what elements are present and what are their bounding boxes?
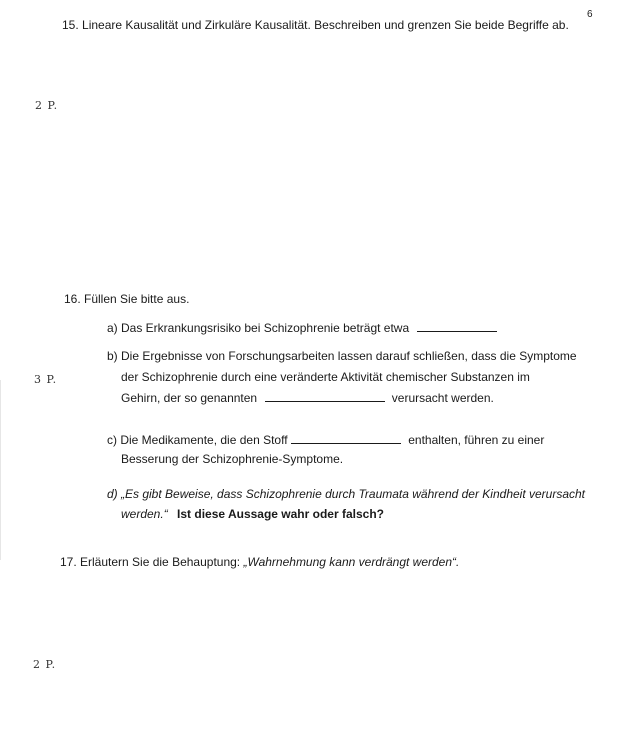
question-16c-line-1	[107, 432, 544, 447]
question-16d-line-1: d) „Es gibt Beweise, dass Schizophrenie durch Traumata während der Kindheit verursacht	[107, 487, 586, 501]
question-16c-post: enthalten, führen zu einer	[408, 433, 545, 447]
answer-blank-16b[interactable]	[265, 390, 385, 402]
question-16-points: 3 P.	[34, 373, 58, 386]
page-number: 6	[587, 9, 593, 20]
answer-blank-16a[interactable]	[417, 320, 497, 332]
question-15-points: 2 P.	[35, 99, 59, 112]
question-16a	[107, 320, 497, 335]
answer-blank-16c[interactable]	[291, 432, 401, 444]
question-16b-line-1: b) Die Ergebnisse von Forschungsarbeiten lassen darauf schließen, dass die Symptome	[107, 349, 577, 363]
question-17-points: 2 P.	[33, 658, 57, 671]
question-16a-text: a) Das Erkrankungsrisiko bei Schizophrenie beträgt etwa	[107, 321, 410, 335]
question-17-pre: 17. Erläutern Sie die Behauptung:	[60, 555, 244, 569]
question-16-title: 16. Füllen Sie bitte aus.	[64, 292, 190, 306]
question-16c-pre: c) Die Medikamente, die den Stoff	[107, 433, 288, 447]
question-16b-line-2: der Schizophrenie durch eine veränderte Aktivität chemischer Substanzen im	[121, 370, 530, 384]
question-17-quote: „Wahrnehmung kann verdrängt werden“.	[243, 555, 460, 569]
question-16b-pre: Gehirn, der so genannten	[121, 391, 258, 405]
question-16b-post: verursacht werden.	[391, 391, 494, 405]
question-16d-line-2	[121, 507, 384, 521]
scan-edge-shadow	[0, 380, 1, 560]
question-15-text: 15. Lineare Kausalität und Zirkuläre Kausalität. Beschreiben und grenzen Sie beide Begriffe ab.	[62, 18, 569, 32]
question-16c-line-2: Besserung der Schizophrenie-Symptome.	[121, 452, 344, 466]
question-16d-prompt: Ist diese Aussage wahr oder falsch?	[177, 507, 384, 521]
question-16b-line-3	[121, 390, 494, 405]
question-16d-quote-end: werden.“	[121, 507, 168, 521]
question-17-text	[60, 555, 459, 569]
